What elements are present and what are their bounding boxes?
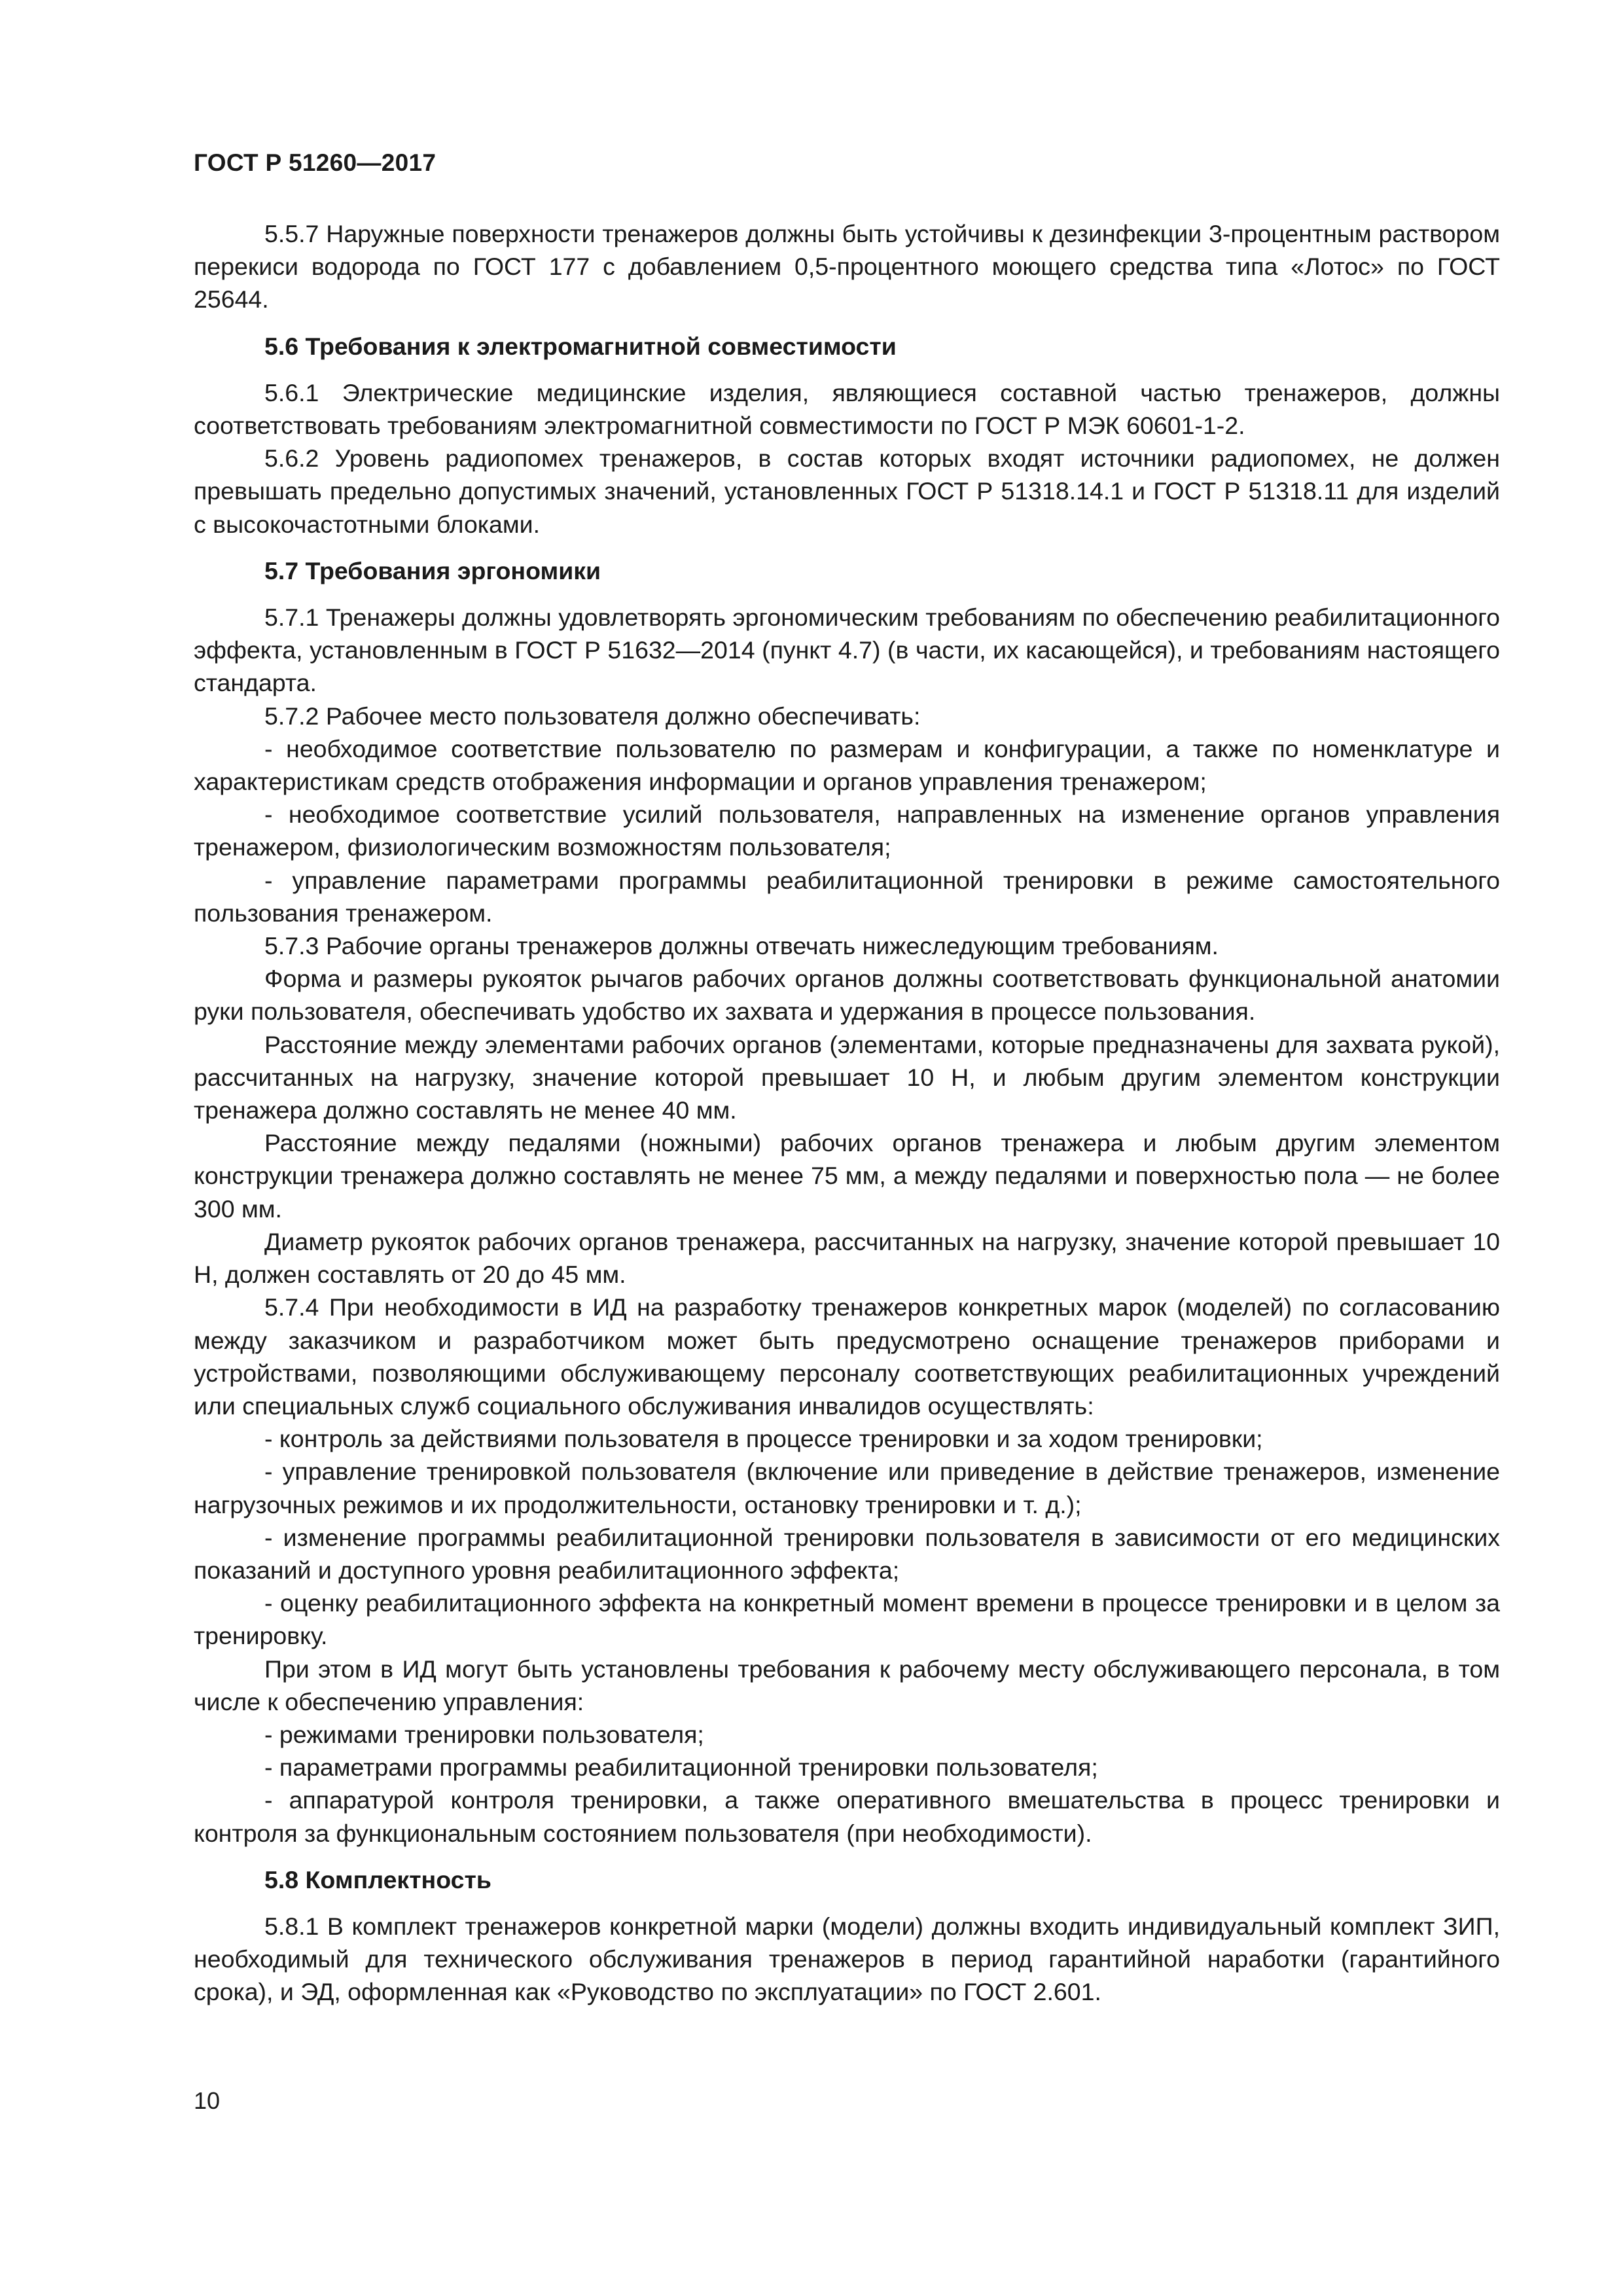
paragraph: При этом в ИД могут быть установлены требования к рабочему месту обслуживающего персонала, в том числе к обеспечению управления:	[194, 1655, 1500, 1715]
standard-header: ГОСТ Р 51260—2017	[194, 149, 437, 176]
document-body	[194, 217, 1500, 2009]
list-item: - контроль за действиями пользователя в процессе тренировки и за ходом тренировки;	[264, 1425, 1263, 1453]
section-heading-5-8: 5.8 Комплектность	[264, 1865, 491, 1893]
list-item: - аппаратурой контроля тренировки, а также оперативного вмешательства в процесс тренировки и контроля за функциональным состоянием пользователя (при необходимости).	[194, 1786, 1500, 1847]
list-item: - режимами тренировки пользователя;	[264, 1720, 704, 1748]
paragraph-5-7-4: 5.7.4 При необходимости в ИД на разработку тренажеров конкретных марок (моделей) по согласованию между заказчиком и разработчиком может быть предусмотрено оснащение тренажеров приборами и устройствами, позволяющими обслуживающему персоналу соответствующих реабилитационных учреждений или специальных служб социального обслуживания инвалидов осуществлять:	[194, 1293, 1500, 1420]
paragraph-5-6-1: 5.6.1 Электрические медицинские изделия, являющиеся составной частью тренажеров, должны соответствовать требованиям электромагнитной совместимости по ГОСТ Р МЭК 60601-1-2.	[194, 378, 1500, 440]
list-item: - управление параметрами программы реабилитационной тренировки в режиме самостоятельного пользования тренажером.	[194, 866, 1500, 927]
paragraph: Форма и размеры рукояток рычагов рабочих органов должны соответствовать функциональной анатомии руки пользователя, обеспечивать удобство их захвата и удержания в процессе пользования.	[194, 965, 1500, 1026]
list-item: - изменение программы реабилитационной тренировки пользователя в зависимости от его медицинских показаний и доступного уровня реабилитационного эффекта;	[194, 1523, 1500, 1584]
paragraph: Расстояние между педалями (ножными) рабочих органов тренажера и любым другим элементом конструкции тренажера должно составлять не менее 75 мм, а между педалями и поверхностью пола — не более 300 мм.	[194, 1129, 1500, 1223]
page-number: 10	[194, 2087, 221, 2114]
paragraph-5-7-2: 5.7.2 Рабочее место пользователя должно обеспечивать:	[264, 702, 921, 730]
paragraph-5-5-7: 5.5.7 Наружные поверхности тренажеров должны быть устойчивы к дезинфекции 3-процентным раствором перекиси водорода по ГОСТ 177 с добавлением 0,5-процентного моющего средства типа «Лотос» по ГОСТ 25644.	[194, 220, 1500, 314]
section-heading-5-6: 5.6 Требования к электромагнитной совместимости	[264, 332, 897, 360]
paragraph-5-7-1: 5.7.1 Тренажеры должны удовлетворять эргономическим требованиям по обеспечению реабилитационного эффекта, установленным в ГОСТ Р 51632—2014 (пункт 4.7) (в части, их касающейся), и требованиям настоящего стандарта.	[194, 603, 1500, 697]
paragraph: Расстояние между элементами рабочих органов (элементами, которые предназначены для захвата рукой), рассчитанных на нагрузку, значение которой превышает 10 Н, и любым другим элементом конструкции тренажера должно составлять не менее 40 мм.	[194, 1030, 1500, 1124]
section-heading-5-7: 5.7 Требования эргономики	[264, 556, 601, 584]
paragraph-5-7-3: 5.7.3 Рабочие органы тренажеров должны отвечать нижеследующим требованиям.	[264, 932, 1219, 960]
list-item: - управление тренировкой пользователя (включение или приведение в действие тренажеров, изменение нагрузочных режимов и их продолжительности, остановку тренировки и т. д.);	[194, 1458, 1500, 1518]
paragraph-5-6-2: 5.6.2 Уровень радиопомех тренажеров, в состав которых входят источники радиопомех, не должен превышать предельно допустимых значений, установленных ГОСТ Р 51318.14.1 и ГОСТ Р 51318.11 для изделий с высокочастотными блоками.	[194, 444, 1500, 538]
list-item: - оценку реабилитационного эффекта на конкретный момент времени в процессе тренировки и в целом за тренировку.	[194, 1589, 1500, 1650]
list-item: - необходимое соответствие пользователю по размерам и конфигурации, а также по номенклатуре и характеристикам средств отображения информации и органов управления тренажером;	[194, 734, 1500, 796]
list-item: - необходимое соответствие усилий пользователя, направленных на изменение органов управления тренажером, физиологическим возможностям пользователя;	[194, 800, 1500, 861]
paragraph-5-8-1: 5.8.1 В комплект тренажеров конкретной марки (модели) должны входить индивидуальный комплект ЗИП, необходимый для технического обслуживания тренажеров в период гарантийной наработки (гарантийного срока), и ЭД, оформленная как «Руководство по эксплуатации» по ГОСТ 2.601.	[194, 1912, 1500, 2006]
list-item: - параметрами программы реабилитационной тренировки пользователя;	[264, 1753, 1098, 1782]
paragraph: Диаметр рукояток рабочих органов тренажера, рассчитанных на нагрузку, значение которой превышает 10 Н, должен составлять от 20 до 45 мм.	[194, 1227, 1500, 1289]
